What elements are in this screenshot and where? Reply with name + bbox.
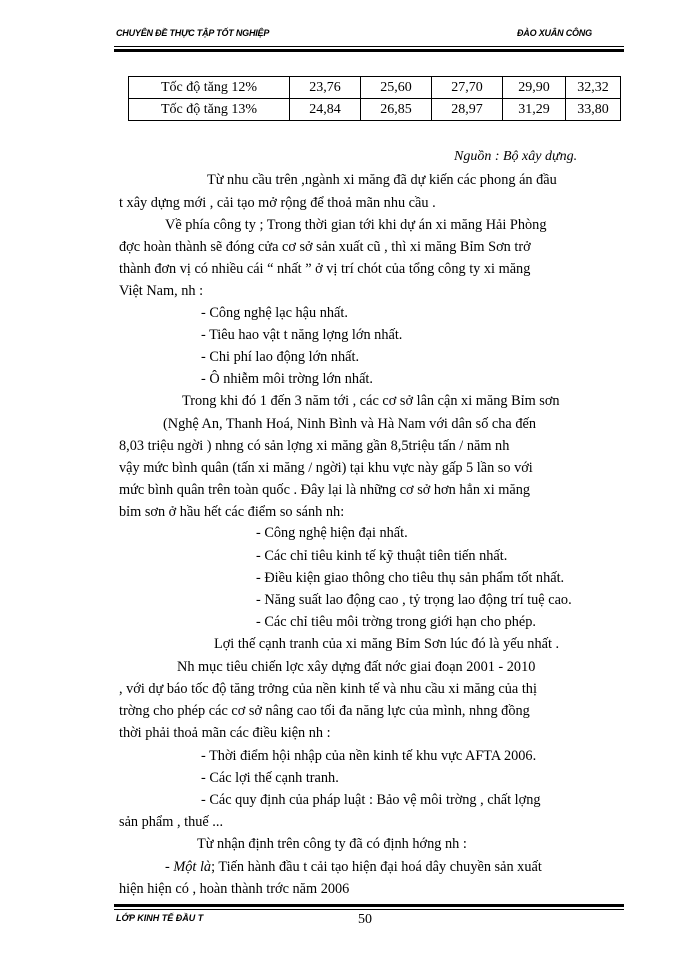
table-cell: 33,80: [566, 99, 621, 121]
lead-phrase: - Một là: [165, 859, 212, 875]
list-item: - Chi phí lao động lớn nhất.: [201, 349, 360, 365]
body-line: thành đơn vị có nhiều cái “ nhất ” ở vị trí chót của tổng công ty xi măng: [119, 261, 531, 277]
body-line: mức bình quân trên toàn quốc . Đây lại là những cơ sở hơn hẳn xi măng: [119, 482, 531, 498]
table-row: [129, 77, 621, 99]
running-footer-left: LỚP KINH TẾ ĐẦU T: [116, 913, 204, 923]
list-item: - Các chỉ tiêu kinh tế kỹ thuật tiên tiến nhất.: [256, 548, 508, 564]
body-line: (Nghệ An, Thanh Hoá, Ninh Bình và Hà Nam với dân số cha đến: [163, 416, 536, 432]
running-header-right: ĐÀO XUÂN CÔNG: [517, 28, 592, 38]
table-cell: 26,85: [361, 99, 432, 121]
body-line: thời phải thoả mãn các điều kiện nh :: [119, 725, 331, 741]
list-item: - Tiêu hao vật t năng lợng lớn nhất.: [201, 327, 403, 343]
lead-rest: ; Tiến hành đầu t cải tạo hiện đại hoá dây chuyền sản xuất: [211, 859, 542, 875]
source-note: Nguồn : Bộ xây dựng.: [454, 149, 578, 164]
list-item: - Điều kiện giao thông cho tiêu thụ sản phẩm tốt nhất.: [256, 570, 565, 586]
body-line: Từ nhận định trên công ty đã có định hớng nh :: [197, 836, 467, 852]
body-line: Việt Nam, nh :: [119, 283, 204, 299]
footer-rule-thick: [114, 904, 624, 907]
body-line: sản phẩm , thuế ...: [119, 814, 224, 830]
body-line: trờng cho phép các cơ sở nâng cao tối đa năng lực của mình, nhng đồng: [119, 703, 530, 719]
body-line: [165, 857, 542, 877]
body-line: vậy mức bình quân (tấn xi măng / ngời) tại khu vực này gấp 5 lần so với: [119, 460, 533, 476]
body-line: Trong khi đó 1 đến 3 năm tới , các cơ sở lân cận xi măng Bỉm sơn: [182, 393, 560, 409]
body-line: t xây dựng mới , cải tạo mở rộng để thoả mãn nhu cầu .: [119, 195, 436, 211]
body-line: bỉm sơn ở hầu hết các điểm so sánh nh:: [119, 504, 345, 520]
list-item: - Ô nhiễm môi trờng lớn nhất.: [201, 371, 373, 387]
body-line: Lợi thế cạnh tranh của xi măng Bỉm Sơn lúc đó là yếu nhất .: [214, 636, 560, 652]
body-line: , với dự báo tốc độ tăng trởng của nền kinh tế và nhu cầu xi măng của thị: [119, 681, 537, 697]
list-item: - Thời điểm hội nhập của nền kinh tế khu vực AFTA 2006.: [201, 748, 537, 764]
row-label: Tốc độ tăng 12%: [129, 77, 290, 99]
page-number: 50: [358, 912, 372, 927]
growth-table: [128, 76, 621, 121]
list-item: - Công nghệ hiện đại nhất.: [256, 525, 408, 541]
body-line: 8,03 triệu ngời ) nhng có sản lợng xi măng gần 8,5triệu tấn / năm nh: [119, 438, 510, 454]
body-line: đợc hoàn thành sẽ đóng cửa cơ sở sản xuất cũ , thì xi măng Bỉm Sơn trở: [119, 239, 531, 255]
list-item: - Các lợi thế cạnh tranh.: [201, 770, 339, 786]
running-header-left: CHUYÊN ĐỀ THỰC TẬP TỐT NGHIỆP: [116, 28, 270, 38]
row-label: Tốc độ tăng 13%: [129, 99, 290, 121]
list-item: - Công nghệ lạc hậu nhất.: [201, 305, 348, 321]
table-cell: 31,29: [503, 99, 566, 121]
table-cell: 32,32: [566, 77, 621, 99]
body-line: hiện hiện có , hoàn thành trớc năm 2006: [119, 881, 350, 897]
list-item: - Năng suất lao động cao , tỷ trọng lao động trí tuệ cao.: [256, 592, 572, 608]
list-item: - Các chỉ tiêu môi trờng trong giới hạn cho phép.: [256, 614, 536, 630]
body-line: Về phía công ty ; Trong thời gian tới khi dự án xi măng Hải Phòng: [165, 217, 547, 233]
table-cell: 25,60: [361, 77, 432, 99]
header-rule-thin: [114, 46, 624, 47]
table-cell: 29,90: [503, 77, 566, 99]
table-cell: 27,70: [432, 77, 503, 99]
body-line: Nh mục tiêu chiến lợc xây dựng đất nớc giai đoạn 2001 - 2010: [177, 659, 536, 675]
table-cell: 23,76: [290, 77, 361, 99]
table-row: [129, 99, 621, 121]
table-cell: 24,84: [290, 99, 361, 121]
table-cell: 28,97: [432, 99, 503, 121]
footer-rule-thin: [114, 909, 624, 910]
list-item: - Các quy định của pháp luật : Bảo vệ môi trờng , chất lợng: [201, 792, 541, 808]
body-line: Từ nhu cầu trên ,ngành xi măng đã dự kiến các phong án đầu: [207, 172, 557, 188]
header-rule-thick: [114, 49, 624, 52]
